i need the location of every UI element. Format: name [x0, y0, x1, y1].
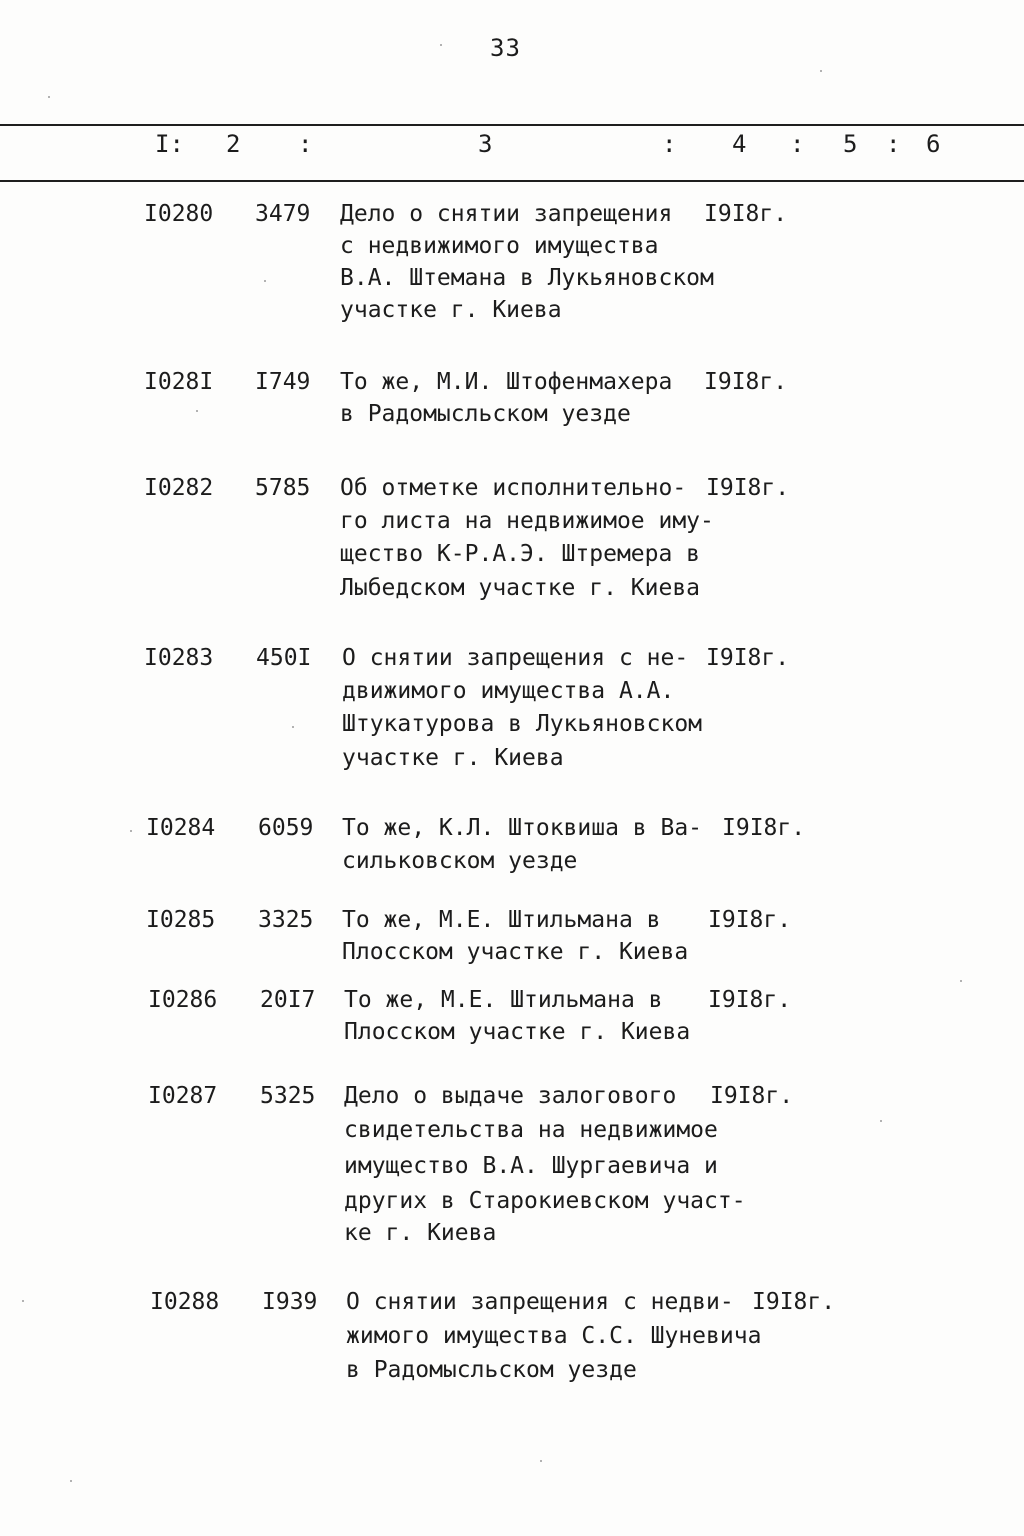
entry-description-line: То же, М.Е. Штильмана в [342, 907, 661, 933]
scan-speck [292, 726, 294, 728]
entry-old-number: 5325 [260, 1083, 316, 1109]
entry-old-number: 450I [256, 645, 312, 671]
header-top-rule [0, 124, 1024, 126]
entry-number: I0285 [146, 907, 216, 933]
entry-description-line: участке г. Киева [340, 297, 562, 323]
page-number: 33 [490, 34, 521, 62]
column-header-2: 2 [226, 130, 241, 158]
scan-speck [820, 70, 822, 72]
entry-year: I9I8г. [752, 1289, 836, 1315]
entry-description-line: Дело о выдаче залогового [344, 1083, 677, 1109]
entry-number: I0288 [150, 1289, 220, 1315]
entry-description-line: В.А. Штемана в Лукьяновском [340, 265, 714, 291]
entry-description-line: щество К-Р.А.Э. Штремера в [340, 541, 701, 567]
column-separator: : [662, 130, 677, 158]
scan-speck [264, 280, 266, 282]
scan-speck [70, 1480, 72, 1482]
entry-number: I028I [144, 369, 214, 395]
column-header-5: 5 [843, 130, 858, 158]
entry-description-line: То же, М.Е. Штильмана в [344, 987, 663, 1013]
entry-description-line: О снятии запрещения с недви- [346, 1289, 734, 1315]
entry-description-line: имущество В.А. Шургаевича и [344, 1153, 718, 1179]
entry-number: I0287 [148, 1083, 218, 1109]
entry-description-line: Плосском участке г. Киева [342, 939, 689, 965]
entry-year: I9I8г. [706, 645, 790, 671]
column-separator: : [790, 130, 805, 158]
entry-year: I9I8г. [710, 1083, 794, 1109]
entry-year: I9I8г. [708, 907, 792, 933]
entry-year: I9I8г. [706, 475, 790, 501]
entry-number: I0286 [148, 987, 218, 1013]
scan-speck [130, 830, 132, 832]
column-header-3: 3 [478, 130, 493, 158]
scan-speck [440, 44, 442, 46]
entry-year: I9I8г. [704, 369, 788, 395]
entry-old-number: 6059 [258, 815, 314, 841]
entry-old-number: 5785 [255, 475, 311, 501]
column-header-1: I: [155, 130, 184, 158]
entry-description-line: других в Старокиевском участ- [344, 1188, 746, 1214]
entry-description-line: го листа на недвижимое иму- [340, 508, 714, 534]
entry-number: I0282 [144, 475, 214, 501]
scan-speck [196, 410, 198, 412]
entry-old-number: I749 [255, 369, 311, 395]
entry-description-line: с недвижимого имущества [340, 233, 659, 259]
entry-description-line: Плосском участке г. Киева [344, 1019, 691, 1045]
entry-old-number: 3479 [255, 201, 311, 227]
entry-year: I9I8г. [704, 201, 788, 227]
entry-description-line: Лыбедском участке г. Киева [340, 575, 701, 601]
entry-description-line: участке г. Киева [342, 745, 564, 771]
entry-description-line: То же, К.Л. Штоквиша в Ва- [342, 815, 703, 841]
entry-description-line: Штукатурова в Лукьяновском [342, 711, 703, 737]
entry-description-line: Об отметке исполнительно- [340, 475, 687, 501]
scan-speck [22, 1300, 24, 1302]
column-separator: : [298, 130, 313, 158]
entry-number: I0283 [144, 645, 214, 671]
entry-year: I9I8г. [708, 987, 792, 1013]
header-bottom-rule [0, 180, 1024, 182]
entry-description-line: О снятии запрещения с не- [342, 645, 689, 671]
entry-old-number: I939 [262, 1289, 318, 1315]
scan-speck [880, 1120, 882, 1122]
scan-speck [48, 96, 50, 98]
entry-description-line: в Радомысльском уезде [340, 401, 631, 427]
entry-description-line: жимого имущества С.С. Шуневича [346, 1323, 762, 1349]
entry-old-number: 20I7 [260, 987, 316, 1013]
entry-description-line: движимого имущества А.А. [342, 678, 675, 704]
entry-description-line: То же, М.И. Штофенмахера [340, 369, 673, 395]
entry-number: I0280 [144, 201, 214, 227]
entry-description-line: сильковском уезде [342, 848, 578, 874]
entry-description-line: Дело о снятии запрещения [340, 201, 673, 227]
entry-number: I0284 [146, 815, 216, 841]
column-separator: : [886, 130, 901, 158]
entry-description-line: свидетельства на недвижимое [344, 1117, 718, 1143]
column-header-4: 4 [732, 130, 747, 158]
entry-description-line: в Радомысльском уезде [346, 1357, 637, 1383]
scan-speck [540, 1460, 542, 1462]
scan-speck [960, 980, 962, 982]
column-header-6: 6 [926, 130, 941, 158]
entry-year: I9I8г. [722, 815, 806, 841]
entry-description-line: ке г. Киева [344, 1220, 497, 1246]
entry-old-number: 3325 [258, 907, 314, 933]
